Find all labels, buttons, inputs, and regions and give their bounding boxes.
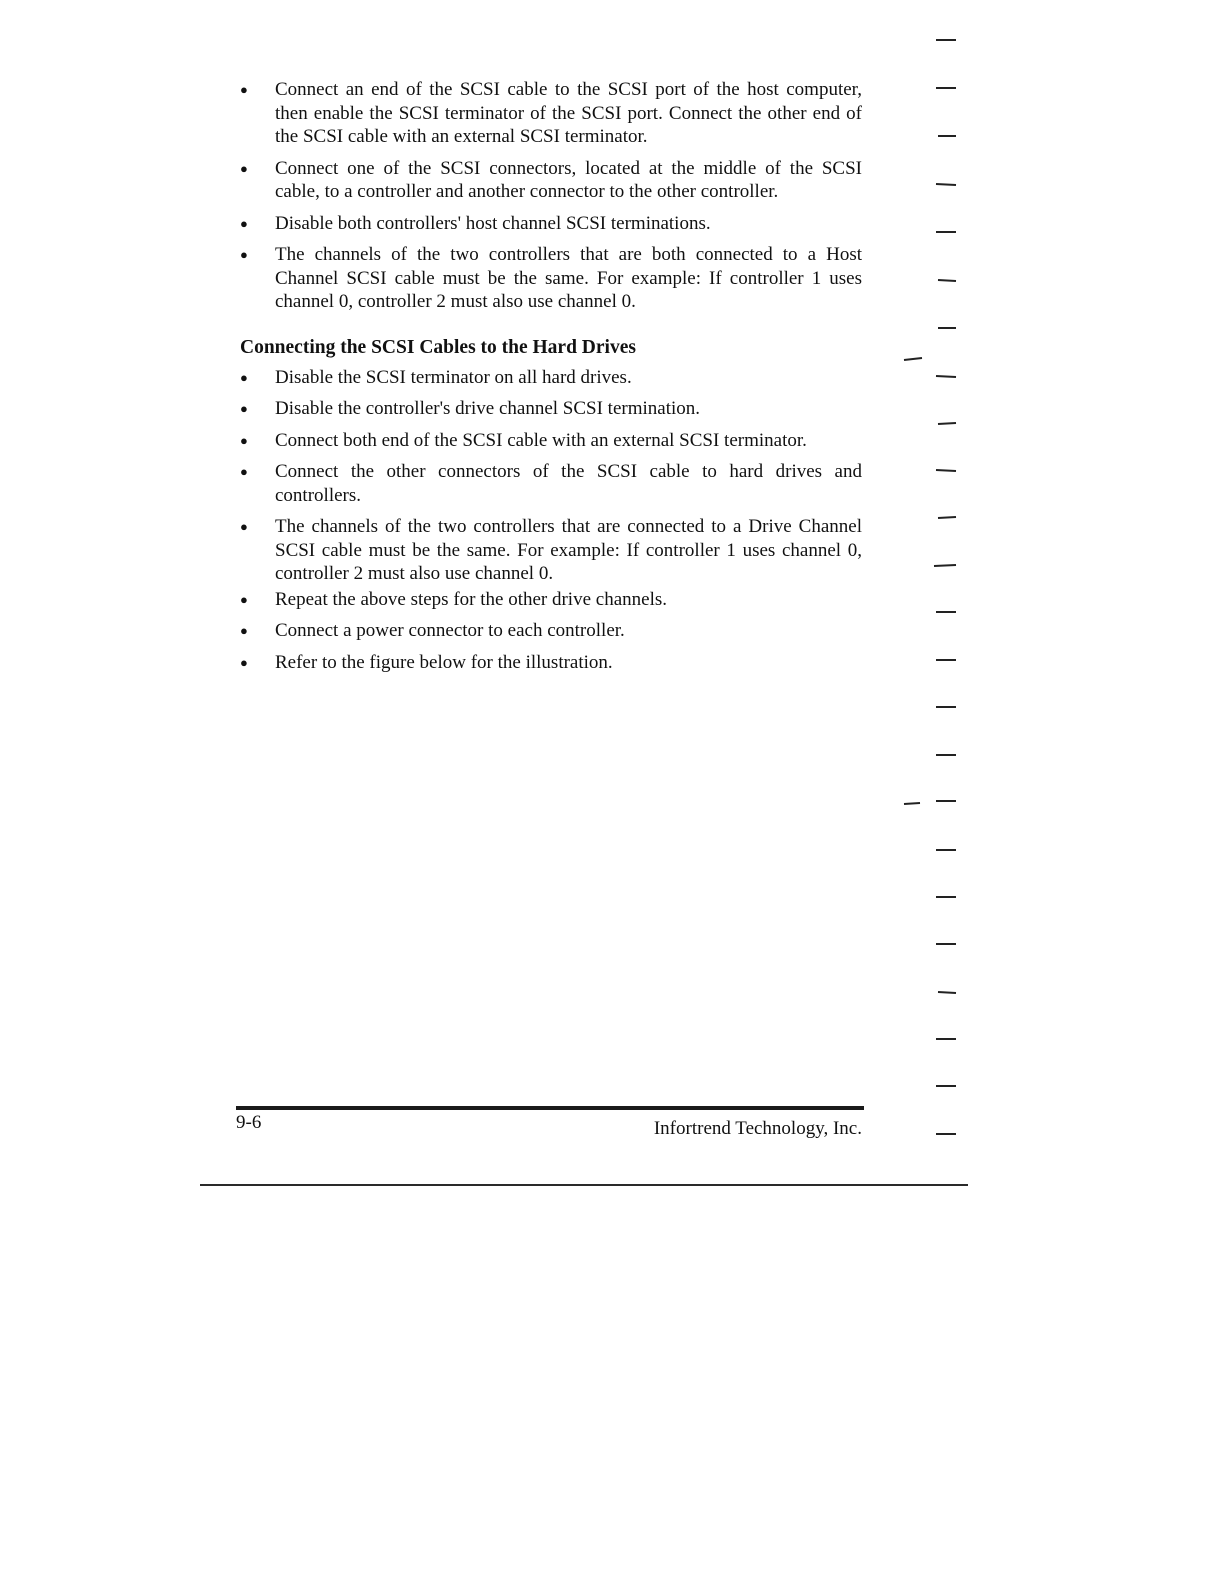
bullet-icon: ● bbox=[240, 519, 248, 534]
list-item bbox=[240, 366, 862, 390]
edge-mark bbox=[938, 992, 956, 993]
list-item bbox=[240, 619, 862, 643]
list-item bbox=[240, 157, 862, 204]
list-item-text: Connect a power connector to each controller. bbox=[275, 620, 625, 641]
list-item bbox=[240, 515, 862, 586]
page-content bbox=[240, 78, 862, 682]
bullet-icon: ● bbox=[240, 464, 248, 479]
bullet-icon: ● bbox=[240, 82, 248, 97]
list-item bbox=[240, 460, 862, 507]
bullet-icon: ● bbox=[240, 654, 248, 670]
list-item-text: The channels of the two controllers that are both connected to a Host Channel SCSI cable must be the same. For example: If controller 1 uses channel 0, controller 2 must also use channel 0. bbox=[275, 244, 862, 312]
bullet-icon: ● bbox=[240, 401, 248, 416]
edge-mark bbox=[936, 184, 956, 185]
list-item-text: Disable the controller's drive channel SCSI termination. bbox=[275, 398, 701, 419]
bullet-icon: ● bbox=[240, 591, 248, 607]
drive-channel-bullet-list bbox=[240, 366, 862, 675]
edge-mark bbox=[904, 803, 920, 804]
section-heading: Connecting the SCSI Cables to the Hard Drives bbox=[240, 336, 636, 358]
list-item-text: Disable both controllers' host channel SCSI terminations. bbox=[275, 212, 711, 234]
list-item-text: Connect an end of the SCSI cable to the SCSI port of the host computer, then enable the SCSI terminator of the SCSI port. Connect the other end of the SCSI cable with an external SCSI terminator. bbox=[275, 79, 862, 147]
list-item bbox=[240, 651, 862, 675]
list-item-text: Disable the SCSI terminator on all hard drives. bbox=[275, 366, 632, 388]
bullet-icon: ● bbox=[240, 623, 248, 638]
edge-mark bbox=[938, 423, 956, 424]
bullet-icon: ● bbox=[240, 215, 248, 231]
list-item bbox=[240, 429, 862, 453]
list-item-text: Refer to the figure below for the illustration. bbox=[275, 651, 613, 673]
list-item-text: Connect the other connectors of the SCSI cable to hard drives and controllers. bbox=[275, 461, 862, 506]
list-item bbox=[240, 397, 862, 421]
scan-edge-line bbox=[200, 1184, 968, 1186]
host-channel-bullet-list bbox=[240, 78, 862, 314]
page-number: 9-6 bbox=[236, 1112, 262, 1133]
company-name: Infortrend Technology, Inc. bbox=[653, 1118, 862, 1139]
edge-mark bbox=[938, 517, 956, 518]
bullet-icon: ● bbox=[240, 160, 248, 176]
list-item-text: Repeat the above steps for the other drive channels. bbox=[275, 588, 667, 610]
edge-mark bbox=[904, 358, 922, 360]
bullet-icon: ● bbox=[240, 369, 248, 385]
bullet-icon: ● bbox=[240, 432, 248, 448]
list-item bbox=[240, 212, 862, 236]
list-item-text: The channels of the two controllers that are connected to a Drive Channel SCSI cable must be the same. For example: If controller 1 uses channel 0, controller 2 must also use channel 0. bbox=[275, 516, 862, 584]
list-item bbox=[240, 78, 862, 149]
list-item bbox=[240, 243, 862, 314]
edge-mark bbox=[936, 470, 956, 471]
edge-mark bbox=[934, 565, 956, 566]
edge-mark bbox=[936, 376, 956, 377]
bullet-icon: ● bbox=[240, 247, 248, 262]
edge-mark bbox=[938, 280, 956, 281]
list-item bbox=[240, 588, 862, 612]
list-item-text: Connect one of the SCSI connectors, located at the middle of the SCSI cable, to a controller and another connector to the other controller. bbox=[275, 157, 862, 202]
footer-rule bbox=[236, 1106, 864, 1110]
list-item-text: Connect both end of the SCSI cable with an external SCSI terminator. bbox=[275, 429, 807, 451]
